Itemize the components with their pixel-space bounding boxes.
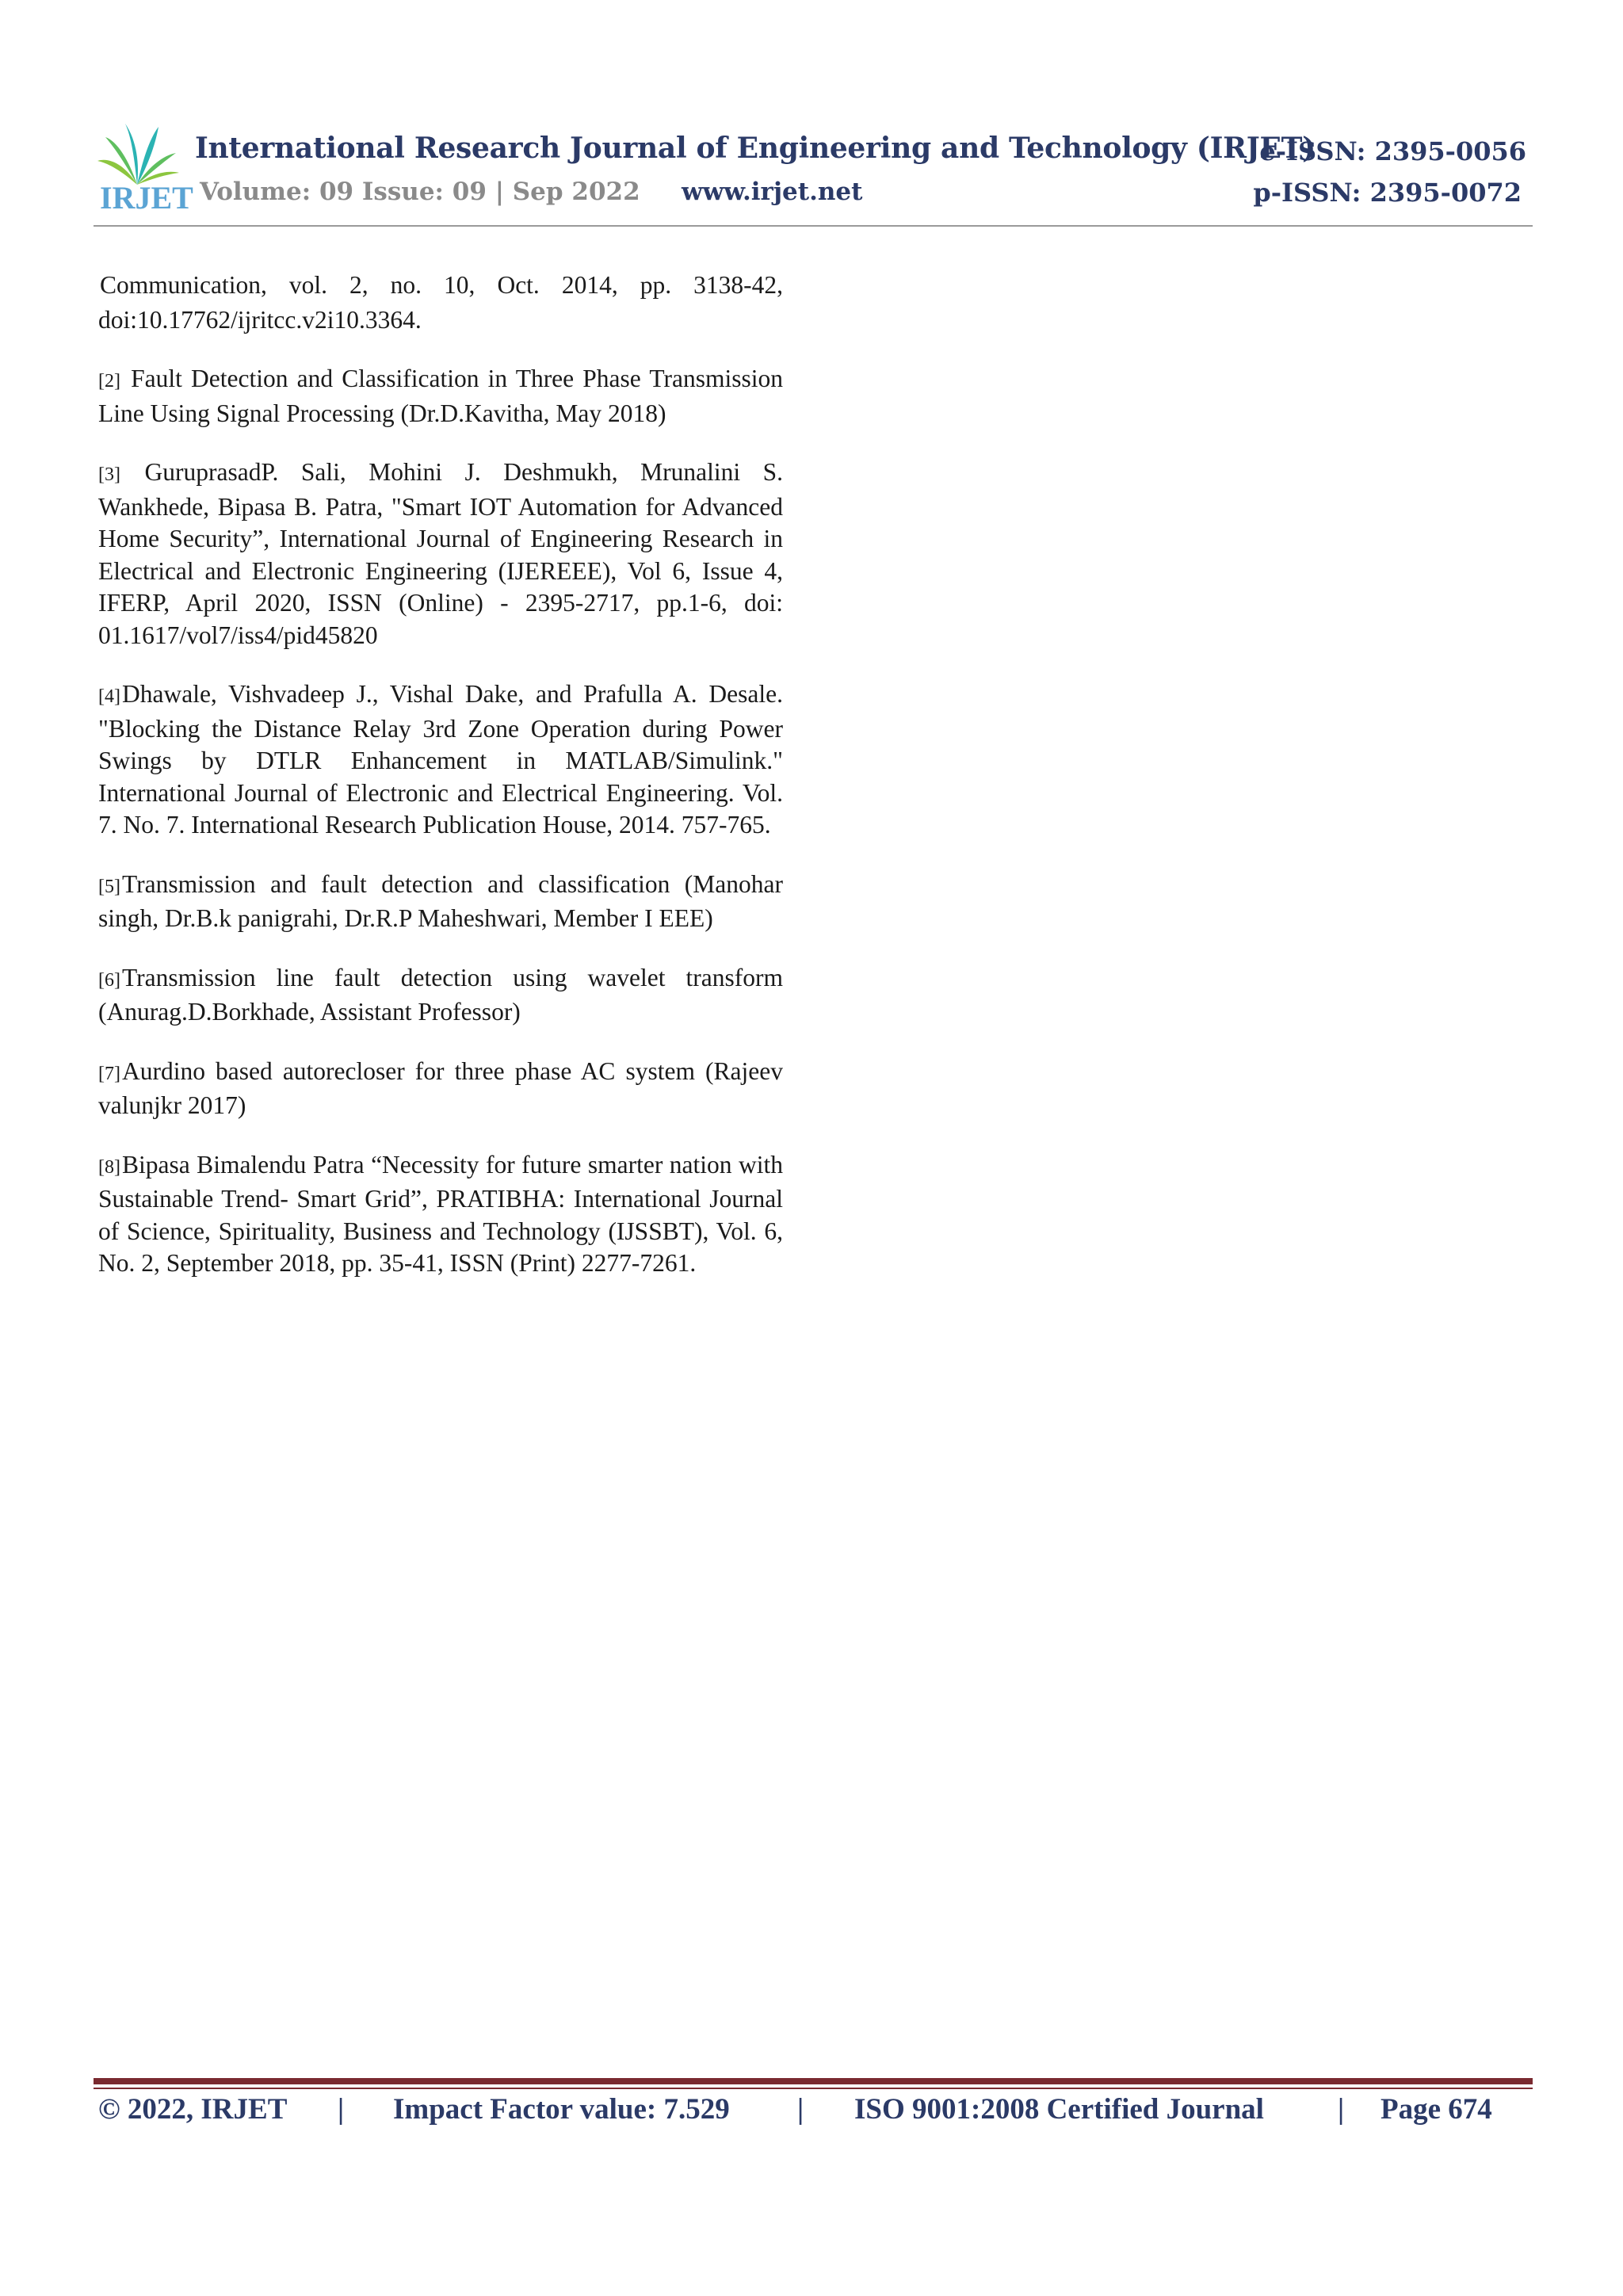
- reference-item: [98, 363, 783, 430]
- references-column: [98, 269, 783, 1307]
- logo-text: IRJET: [100, 180, 193, 216]
- website-link[interactable]: www.irjet.net: [682, 178, 863, 206]
- reference-item: [98, 678, 783, 842]
- reference-item: [98, 869, 783, 935]
- reference-text: Fault Detection and Classification in Three Phase Transmission Line Using Signal Processing (Dr.D.Kavitha, May 2018): [98, 365, 783, 427]
- reference-item: [98, 457, 783, 651]
- footer-separator: |: [1338, 2093, 1345, 2126]
- header-divider: [94, 225, 1533, 227]
- reference-number: [6]: [98, 969, 120, 991]
- reference-item: [98, 962, 783, 1029]
- footer-copyright: © 2022, IRJET: [98, 2093, 288, 2126]
- footer-divider-thick: [94, 2078, 1533, 2084]
- reference-item: [98, 1149, 783, 1280]
- footer-separator: |: [797, 2093, 804, 2126]
- reference-item: [98, 269, 783, 336]
- eissn: e-ISSN: 2395-0056: [1259, 136, 1526, 166]
- reference-text: GuruprasadP. Sali, Mohini J. Deshmukh, Mrunalini S. Wankhede, Bipasa B. Patra, "Smart IOT Automation for Advanced Home Security”, International Journal of Engineering Research in Electrical and Electronic Engineering (IJEREEE), Vol 6, Issue 4, IFERP, April 2020, ISSN (Online) - 2395-2717, pp.1-6, doi: 01.1617/vol7/iss4/pid45820: [98, 458, 783, 649]
- pissn: p-ISSN: 2395-0072: [1253, 178, 1522, 208]
- footer-divider-thin: [94, 2088, 1533, 2089]
- reference-number: [8]: [98, 1156, 120, 1178]
- footer-iso: ISO 9001:2008 Certified Journal: [854, 2093, 1264, 2126]
- journal-title: International Research Journal of Engineering and Technology (IRJET): [195, 132, 1316, 165]
- page-header: [0, 0, 1623, 238]
- reference-number: [7]: [98, 1063, 120, 1084]
- page-footer: [98, 2092, 1533, 2132]
- volume-issue: Volume: 09 Issue: 09 | Sep 2022: [200, 178, 640, 206]
- reference-item: [98, 1056, 783, 1122]
- footer-separator: |: [338, 2093, 345, 2126]
- reference-text: Dhawale, Vishvadeep J., Vishal Dake, and Prafulla A. Desale. "Blocking the Distance Relay 3rd Zone Operation during Power Swings by DTLR Enhancement in MATLAB/Simulink." International Journal of Electronic and Electrical Engineering. Vol. 7. No. 7. International Research Publication House, 2014. 757-765.: [98, 680, 783, 839]
- reference-number: [5]: [98, 876, 120, 897]
- reference-text: Transmission and fault detection and classification (Manohar singh, Dr.B.k panigrahi, Dr.R.P Maheshwari, Member I EEE): [98, 869, 783, 932]
- reference-number: [4]: [98, 686, 120, 707]
- reference-text: Aurdino based autorecloser for three phase AC system (Rajeev valunjkr 2017): [98, 1056, 783, 1119]
- footer-impact-factor: Impact Factor value: 7.529: [393, 2093, 730, 2126]
- reference-text: Bipasa Bimalendu Patra “Necessity for future smarter nation with Sustainable Trend- Smart Grid”, PRATIBHA: International Journal of Science, Spirituality, Business and Technology (IJSSBT), Vol. 6, No. 2, September 2018, pp. 35-41, ISSN (Print) 2277-7261.: [98, 1150, 783, 1277]
- footer-page-number: Page 674: [1381, 2093, 1492, 2126]
- reference-number: [3]: [98, 464, 120, 485]
- reference-text: Transmission line fault detection using wavelet transform (Anurag.D.Borkhade, Assistant Professor): [98, 963, 783, 1026]
- reference-text: Communication, vol. 2, no. 10, Oct. 2014, pp. 3138-42, doi:10.17762/ijritcc.v2i10.3364.: [98, 271, 783, 334]
- reference-number: [2]: [98, 371, 120, 392]
